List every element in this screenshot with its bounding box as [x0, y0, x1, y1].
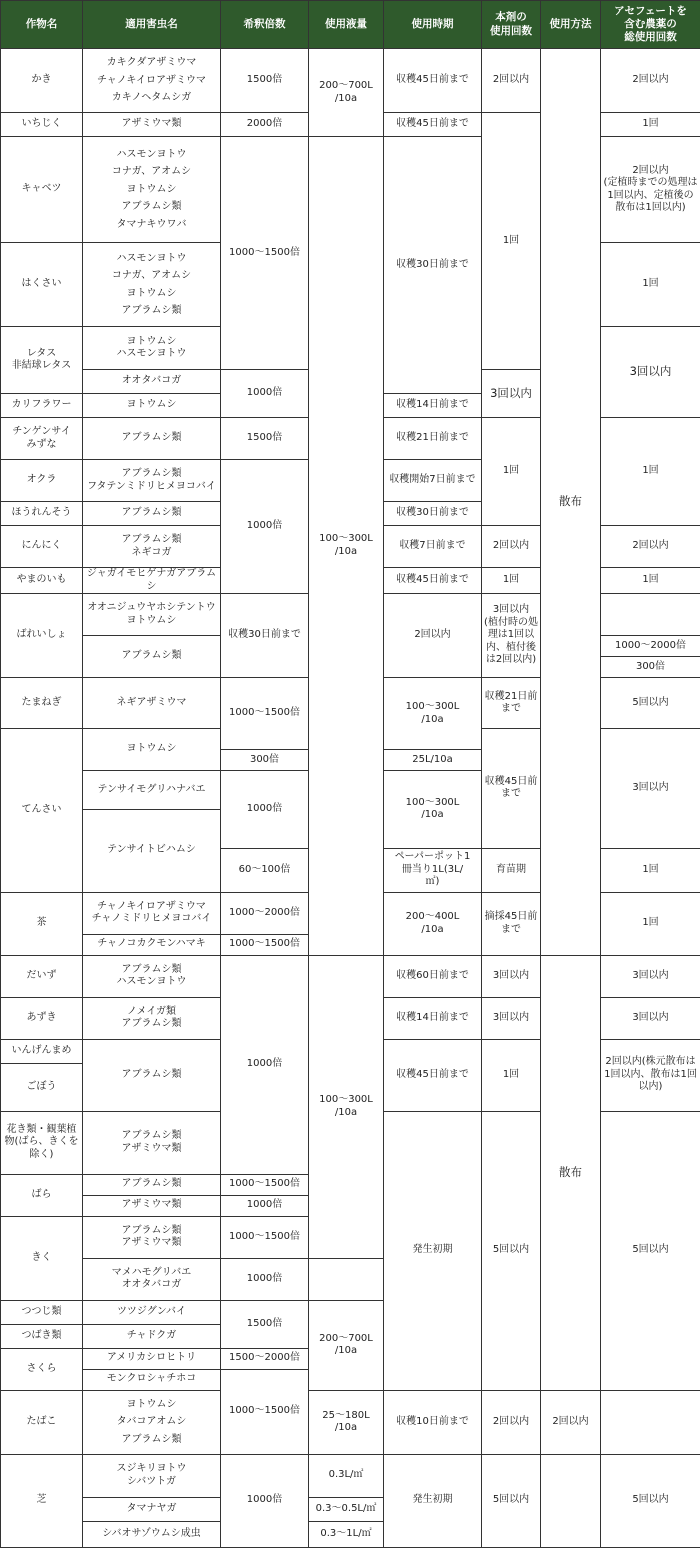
pest-cell: チャノコカクモンハマキ: [83, 934, 221, 955]
crop-cell: たまねぎ: [1, 678, 83, 729]
times-cell: 1回: [601, 848, 700, 892]
total-cell: 3回以内: [601, 327, 700, 418]
crop-cell: 茶: [1, 892, 83, 955]
times-cell: 2回以内: [482, 1390, 541, 1454]
pest-cell: チャノキイロアザミウマ チャノミドリヒメヨコバイ: [83, 892, 221, 934]
header-volume: 使用液量: [309, 1, 384, 49]
timing-cell: 育苗期: [482, 848, 541, 892]
total-cell: 3回以内: [601, 955, 700, 997]
crop-cell: さくら: [1, 1348, 83, 1390]
dilution-cell: 1000倍: [221, 1454, 309, 1547]
pest-cell: アザミウマ類: [83, 113, 221, 137]
dilution-cell: 1000～2000倍: [601, 636, 700, 657]
dilution-cell: 1000～1500倍: [221, 934, 309, 955]
times-cell: 1回: [601, 892, 700, 955]
pest-cell: ヨトウムシ ハスモンヨトウ: [83, 327, 221, 370]
volume-cell: 200～700L /10a: [309, 1300, 384, 1390]
timing-cell: 収穫30日前まで: [221, 594, 309, 678]
dilution-cell: 1000倍: [221, 1258, 309, 1300]
pest-cell: マメハモグリバエ オオタバコガ: [83, 1258, 221, 1300]
total-cell: 5回以内: [601, 1111, 700, 1390]
volume-cell: 100～300L /10a: [384, 771, 482, 849]
times-cell: 5回以内: [482, 1454, 541, 1547]
volume-cell: 100～300L /10a: [309, 955, 384, 1258]
times-cell: 2回以内: [482, 526, 541, 568]
crop-cell: きく: [1, 1216, 83, 1300]
header-times: 本剤の 使用回数: [482, 1, 541, 49]
header-crop: 作物名: [1, 1, 83, 49]
timing-cell: 発生初期: [384, 1111, 482, 1390]
timing-cell: 収穫14日前まで: [384, 394, 482, 418]
dilution-cell: 1000～1500倍: [221, 137, 309, 370]
dilution-cell: 1000倍: [221, 771, 309, 849]
total-cell: 2回以内: [601, 49, 700, 113]
pest-cell: ネギアザミウマ: [83, 678, 221, 729]
total-cell: 5回以内: [601, 1454, 700, 1547]
method-cell: [541, 1454, 601, 1547]
header-method: 使用方法: [541, 1, 601, 49]
total-cell: 1回: [601, 113, 700, 137]
volume-cell: 100～300L /10a: [384, 678, 482, 750]
pest-cell: アブラムシ類: [83, 1039, 221, 1111]
pest-cell: ツツジグンバイ: [83, 1300, 221, 1324]
table-row: [1, 1390, 700, 1454]
pest-cell: テンサイトビハムシ: [83, 809, 221, 892]
timing-cell: 収穫30日前まで: [384, 502, 482, 526]
total-cell: 2回以内: [601, 526, 700, 568]
pest-cell: アメリカシロヒトリ: [83, 1348, 221, 1369]
pest-cell: シバオサゾウムシ成虫: [83, 1521, 221, 1547]
total-cell: 1回: [601, 568, 700, 594]
times-cell: 3回以内: [601, 729, 700, 849]
timing-cell: 収穫21日前まで: [482, 678, 541, 729]
pest-cell: ノメイガ類 アブラムシ類: [83, 997, 221, 1039]
pest-cell: ジャガイモヒゲナガアブラムシ: [83, 568, 221, 594]
volume-cell: 25L/10a: [384, 750, 482, 771]
dilution-cell: 1500倍: [221, 49, 309, 113]
crop-cell: かき: [1, 49, 83, 113]
header-total: アセフェートを 含む農薬の 総使用回数: [601, 1, 700, 49]
timing-cell: 収穫45日前まで: [384, 113, 482, 137]
dilution-cell: 1500倍: [221, 418, 309, 460]
pest-cell: ヨトウムシ: [83, 394, 221, 418]
dilution-cell: 1000倍: [221, 1195, 309, 1216]
volume-cell: 0.3～0.5L/㎡: [309, 1497, 384, 1521]
crop-cell: はくさい: [1, 243, 83, 327]
header-row: [1, 1, 700, 49]
crop-cell: レタス 非結球レタス: [1, 327, 83, 394]
pest-cell: テンサイモグリハナバエ: [83, 771, 221, 810]
timing-cell: 収穫45日前まで: [384, 568, 482, 594]
crop-cell: つばき類: [1, 1324, 83, 1348]
dilution-cell: 1500～2000倍: [221, 1348, 309, 1369]
crop-cell: たばこ: [1, 1390, 83, 1454]
header-timing: 使用時期: [384, 1, 482, 49]
times-cell: 3回以内: [482, 997, 541, 1039]
pest-cell: チャドクガ: [83, 1324, 221, 1348]
pest-cell: アブラムシ類 アザミウマ類: [83, 1216, 221, 1258]
timing-cell: 収穫45日前まで: [384, 49, 482, 113]
crop-cell: あずき: [1, 997, 83, 1039]
pest-cell: モンクロシャチホコ: [83, 1369, 221, 1390]
dilution-cell: 1500倍: [221, 1300, 309, 1348]
crop-cell: やまのいも: [1, 568, 83, 594]
crop-cell: 芝: [1, 1454, 83, 1547]
dilution-cell: 300倍: [221, 750, 309, 771]
crop-cell: ごぼう: [1, 1063, 83, 1111]
dilution-cell: 1000倍: [221, 955, 309, 1174]
crop-cell: キャベツ: [1, 137, 83, 243]
pest-cell: ハスモンヨトウ コナガ、アオムシ ヨトウムシ アブラムシ類: [83, 243, 221, 327]
volume-cell: 0.3L/㎡: [309, 1454, 384, 1497]
timing-cell: 収穫21日前まで: [384, 418, 482, 460]
timing-cell: 収穫10日前まで: [384, 1390, 482, 1454]
crop-cell: ほうれんそう: [1, 502, 83, 526]
timing-cell: 収穫30日前まで: [384, 137, 482, 394]
times-cell: 5回以内: [601, 678, 700, 729]
table-row: [1, 1454, 700, 1497]
timing-cell: 収穫60日前まで: [384, 955, 482, 997]
pest-cell: アブラムシ類: [83, 1174, 221, 1195]
crop-cell: カリフラワー: [1, 394, 83, 418]
pest-cell: アブラムシ類 アザミウマ類: [83, 1111, 221, 1174]
times-cell: 1回: [482, 568, 541, 594]
total-cell: 2回以内(株元散布は1回以内、散布は1回以内): [601, 1039, 700, 1111]
crop-cell: にんにく: [1, 526, 83, 568]
pest-cell: カキクダアザミウマ チャノキイロアザミウマ カキノヘタムシガ: [83, 49, 221, 113]
total-cell: 2回以内 (定植時までの処理は1回以内、定植後の散布は1回以内): [601, 137, 700, 243]
total-cell: 1回: [601, 243, 700, 327]
times-cell: 1回: [482, 418, 541, 526]
volume-cell: 100～300L /10a: [309, 137, 384, 956]
total-cell: 3回以内 (植付時の処理は1回以内、植付後は2回以内): [482, 594, 541, 678]
pest-cell: オオタバコガ: [83, 370, 221, 394]
times-cell: 3回以内: [482, 955, 541, 997]
timing-cell: 発生初期: [384, 1454, 482, 1547]
dilution-cell: 2000倍: [221, 113, 309, 137]
crop-cell: 花き類・観葉植物(ばら、きくを除く): [1, 1111, 83, 1174]
total-cell: 2回以内: [541, 1390, 601, 1454]
crop-cell: てんさい: [1, 729, 83, 893]
times-cell: 5回以内: [482, 1111, 541, 1390]
dilution-cell: 60～100倍: [221, 848, 309, 892]
times-cell: 1回: [482, 1039, 541, 1111]
dilution-cell: 300倍: [601, 657, 700, 678]
header-dilution: 希釈倍数: [221, 1, 309, 49]
total-cell: 3回以内: [601, 997, 700, 1039]
volume-cell: 200～700L /10a: [309, 49, 384, 137]
pest-cell: アブラムシ類: [83, 502, 221, 526]
timing-cell: 収穫開始7日前まで: [384, 460, 482, 502]
pest-cell: ヨトウムシ: [83, 729, 221, 771]
dilution-cell: 1000～1500倍: [221, 678, 309, 750]
dilution-cell: 1000～1500倍: [221, 1369, 309, 1454]
pest-cell: アブラムシ類 ネギコガ: [83, 526, 221, 568]
crop-cell: チンゲンサイ みずな: [1, 418, 83, 460]
dilution-cell: 1000～1500倍: [221, 1174, 309, 1195]
total-cell: 1回: [601, 418, 700, 526]
crop-cell: いんげんまめ: [1, 1039, 83, 1063]
timing-cell: 摘採45日前まで: [482, 892, 541, 955]
times-cell: 2回以内: [482, 49, 541, 113]
header-pest: 適用害虫名: [83, 1, 221, 49]
times-cell: 2回以内: [384, 594, 482, 678]
volume-cell: 200～400L /10a: [384, 892, 482, 955]
pest-cell: アブラムシ類 ハスモンヨトウ: [83, 955, 221, 997]
dilution-cell: 1000倍: [221, 370, 309, 418]
dilution-cell: 1000倍: [221, 460, 309, 594]
volume-cell: 0.3～1L/㎡: [309, 1521, 384, 1547]
crop-cell: オクラ: [1, 460, 83, 502]
crop-cell: ばら: [1, 1174, 83, 1216]
pest-cell: アブラムシ類: [83, 636, 221, 678]
crop-cell: いちじく: [1, 113, 83, 137]
pest-cell: ハスモンヨトウ コナガ、アオムシ ヨトウムシ アブラムシ類 タマナキウワバ: [83, 137, 221, 243]
times-cell: 1回: [482, 113, 541, 370]
volume-cell: 25～180L /10a: [309, 1390, 384, 1454]
pest-cell: アザミウマ類: [83, 1195, 221, 1216]
pest-cell: タマナヤガ: [83, 1497, 221, 1521]
dilution-cell: 1000～2000倍: [221, 892, 309, 934]
table-row: [1, 955, 700, 997]
timing-cell: 収穫7日前まで: [384, 526, 482, 568]
pest-cell: ヨトウムシ タバコアオムシ アブラムシ類: [83, 1390, 221, 1454]
method-cell: 散布: [541, 49, 601, 956]
pest-cell: アブラムシ類: [83, 418, 221, 460]
crop-cell: だいず: [1, 955, 83, 997]
crop-cell: ばれいしょ: [1, 594, 83, 678]
timing-cell: 収穫45日前まで: [482, 729, 541, 849]
table-row: [1, 49, 700, 113]
timing-cell: 収穫45日前まで: [384, 1039, 482, 1111]
crop-cell: つつじ類: [1, 1300, 83, 1324]
pest-cell: オオニジュウヤホシテントウ ヨトウムシ: [83, 594, 221, 636]
times-cell: 3回以内: [482, 370, 541, 418]
method-cell: 散布: [541, 955, 601, 1390]
dilution-cell: 1000～1500倍: [221, 1216, 309, 1258]
pest-cell: スジキリヨトウ シバツトガ: [83, 1454, 221, 1497]
pest-cell: アブラムシ類 フタテンミドリヒメヨコバイ: [83, 460, 221, 502]
volume-cell: ペーパーポット1 冊当り1L(3L/ ㎡): [384, 848, 482, 892]
timing-cell: 収穫14日前まで: [384, 997, 482, 1039]
